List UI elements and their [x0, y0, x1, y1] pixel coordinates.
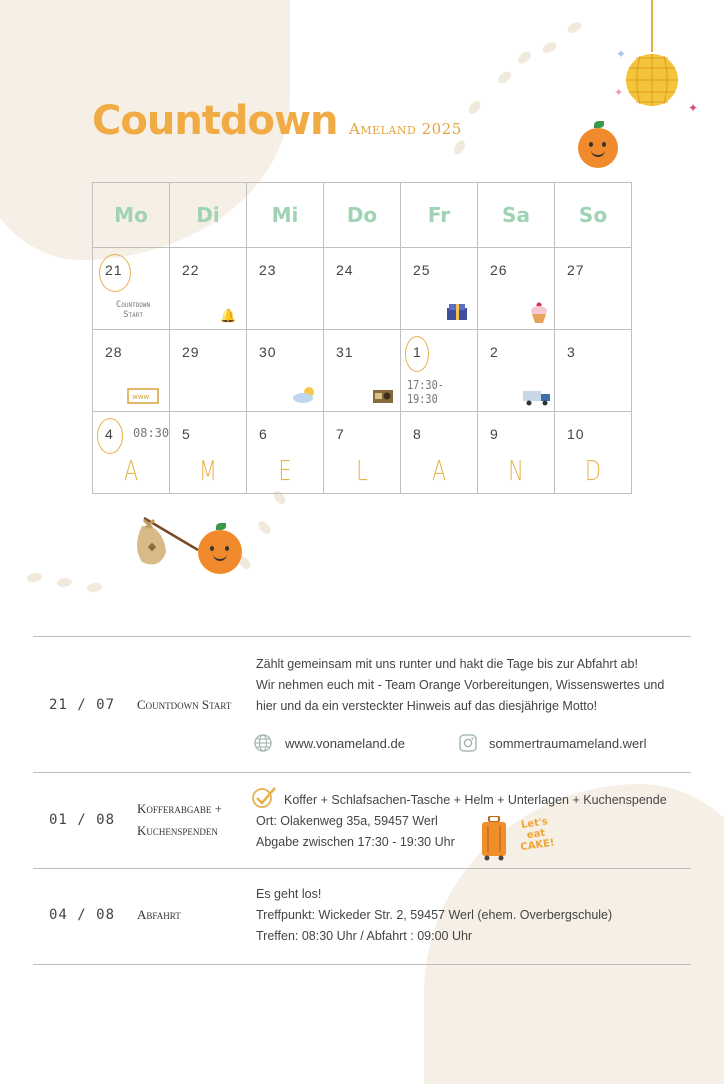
time-note: 17:30-19:30 [407, 378, 444, 406]
divider [33, 964, 691, 965]
schedule-description: Es geht los! Treffpunkt: Wickeder Str. 2, 59457 Werl (ehem. Overbergschule) Treffen: 08:30 Uhr / Abfahrt : 09:00 Uhr [256, 887, 613, 943]
weekday-fr: Fr [401, 183, 478, 248]
divider [33, 868, 691, 869]
weekday-do: Do [324, 183, 401, 248]
schedule-date: 21 / 07 [49, 697, 116, 713]
page-title: Countdown [92, 98, 338, 144]
orange-mascot-icon [578, 128, 618, 168]
weekday-sa: Sa [478, 183, 555, 248]
motto-letter: M [198, 454, 218, 487]
suitcase-icon [480, 816, 508, 862]
weekday-di: Di [170, 183, 247, 248]
motto-letter: A [431, 454, 447, 487]
calendar-day: 8 A [401, 412, 478, 494]
bindle-bag-icon [130, 510, 200, 570]
instagram-icon [459, 734, 477, 752]
calendar-day: 9 N [478, 412, 555, 494]
disco-ball-icon [612, 0, 702, 115]
calendar-day: 2 [478, 330, 555, 412]
motto-letter: N [508, 454, 524, 487]
schedule-title: Countdown Start [137, 697, 232, 712]
schedule-description-line: Koffer + Schlafsachen-Tasche + Helm + Unterlagen + Kuchenspende [284, 793, 667, 807]
weekday-so: So [555, 183, 632, 248]
calendar-day: 21 Countdown Start [93, 248, 170, 330]
schedule-title: Abfahrt [137, 907, 181, 922]
schedule-date: 04 / 08 [49, 907, 116, 923]
checkmark-icon [251, 786, 277, 808]
motto-letter: E [278, 454, 292, 487]
website-link[interactable]: www.vonameland.de [285, 736, 405, 751]
instagram-handle[interactable]: sommertraumameland.werl [489, 736, 647, 751]
truck-icon [522, 388, 552, 411]
calendar-day: 4 08:30 A [93, 412, 170, 494]
calendar-day: 6 E [247, 412, 324, 494]
motto-letter: L [356, 454, 368, 487]
calendar-week-2 [93, 330, 632, 412]
countdown-start-note: Countdown Start [115, 300, 151, 320]
schedule-title: Kofferabgabe + Kuchenspenden [137, 801, 222, 838]
calendar-day: 7 L [324, 412, 401, 494]
calendar-day: 3 [555, 330, 632, 412]
weekday-mo: Mo [93, 183, 170, 248]
calendar-day: 1 17:30-19:30 [401, 330, 478, 412]
time-note: 08:30 [133, 426, 170, 440]
bell-icon: 🔔 [220, 308, 237, 323]
calendar-day: 25 [401, 248, 478, 330]
globe-icon [254, 734, 272, 752]
motto-letter: D [584, 454, 602, 487]
gift-box-icon [445, 302, 469, 327]
calendar-day: 27 [555, 248, 632, 330]
weekday-mi: Mi [247, 183, 324, 248]
orange-mascot-icon [198, 530, 242, 574]
calendar-day: 29 [170, 330, 247, 412]
svg-text:✦: ✦ [688, 101, 699, 115]
divider [33, 772, 691, 773]
calendar-day: 26 [478, 248, 555, 330]
calendar-day: 23 [247, 248, 324, 330]
calendar-day: 10 D [555, 412, 632, 494]
cake-sticker: Let's eat CAKE! [519, 816, 556, 854]
schedule-description: Ort: Olakenweg 35a, 59457 Werl Abgabe zwischen 17:30 - 19:30 Uhr [256, 814, 455, 849]
calendar-week-3 [93, 412, 632, 494]
calendar-week-1 [93, 248, 632, 330]
calendar-day: 31 [324, 330, 401, 412]
schedule-description: Zählt gemeinsam mit uns runter und hakt die Tage bis zur Abfahrt ab! Wir nehmen euch mit - Team Orange Vorbereitungen, Wissenswertes und hier und da ein versteckter Hinweis auf das diesjährige Motto! [256, 657, 665, 713]
calendar-day: 30 [247, 330, 324, 412]
radio-icon [372, 386, 394, 409]
www-icon [127, 388, 159, 411]
svg-text:✦: ✦ [616, 47, 627, 61]
svg-text:✦: ✦ [614, 87, 624, 99]
page-subtitle: Ameland 2025 [349, 120, 462, 138]
schedule-date: 01 / 08 [49, 812, 116, 828]
calendar-day: 5 M [170, 412, 247, 494]
calendar-day: 28 www [93, 330, 170, 412]
motto-letter: A [123, 454, 139, 487]
calendar-day: 22 🔔 [170, 248, 247, 330]
calendar-day: 24 [324, 248, 401, 330]
countdown-calendar [92, 182, 632, 494]
weekday-header-row [93, 183, 632, 248]
divider [33, 636, 691, 637]
cupcake-icon [530, 302, 548, 329]
sun-cloud-icon [291, 384, 319, 409]
svg-text:www: www [132, 393, 150, 401]
